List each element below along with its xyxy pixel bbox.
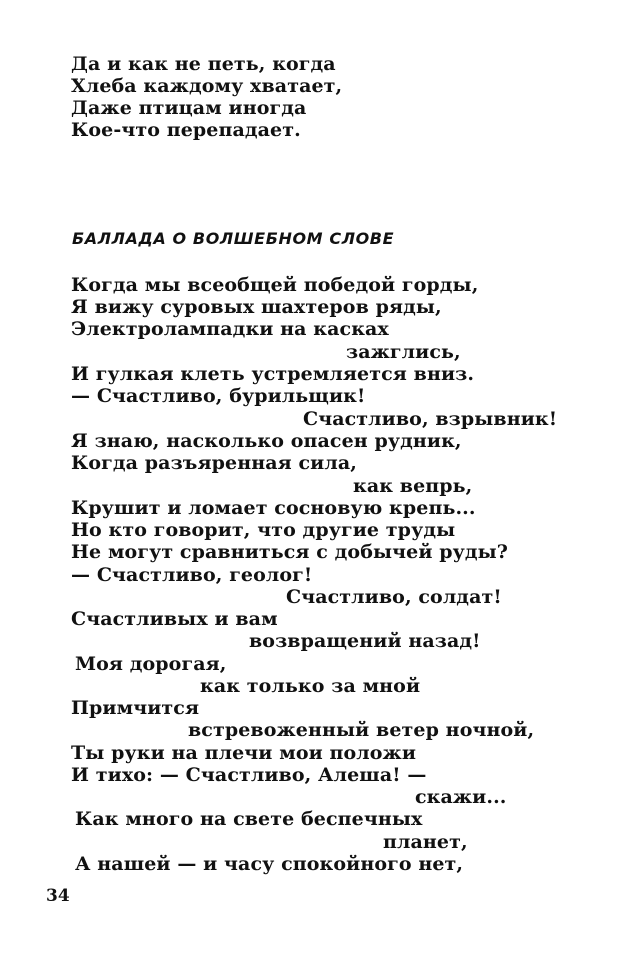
- poem-title: БАЛЛАДА О ВОЛШЕБНОМ СЛОВЕ: [72, 229, 395, 248]
- poem-line: Крушит и ломает сосновую крепь...: [71, 497, 476, 519]
- poem-line: планет,: [383, 831, 468, 853]
- poem-line: Электролампадки на касках: [71, 318, 389, 340]
- poem-line: Я вижу суровых шахтеров ряды,: [71, 296, 442, 318]
- poem-line: Но кто говорит, что другие труды: [71, 519, 456, 541]
- poem-line: — Счастливо, геолог!: [71, 564, 313, 586]
- poem-line: как вепрь,: [353, 475, 473, 497]
- poem-line: Ты руки на плечи мои положи: [71, 742, 417, 764]
- poem-line: Не могут сравниться с добычей руды?: [71, 541, 509, 563]
- page-number: 34: [46, 886, 70, 906]
- stanza-line: Хлеба каждому хватает,: [71, 75, 343, 97]
- poem-line: И гулкая клеть устремляется вниз.: [71, 363, 475, 385]
- poem-line: И тихо: — Счастливо, Алеша! —: [71, 764, 427, 786]
- poem-line: скажи...: [415, 786, 507, 808]
- poem-line: Счастливо, взрывник!: [303, 408, 558, 430]
- poem-line: Моя дорогая,: [75, 653, 227, 675]
- poem-line: Примчится: [71, 697, 200, 719]
- poem-line: А нашей — и часу спокойного нет,: [75, 853, 464, 875]
- poem-line: Как много на свете беспечных: [75, 808, 423, 830]
- poem-line: Когда мы всеобщей победой горды,: [71, 274, 479, 296]
- stanza-line: Даже птицам иногда: [71, 97, 307, 119]
- poem-line: как только за мной: [200, 675, 421, 697]
- poem-line: Счастливых и вам: [71, 608, 278, 630]
- stanza-line: Кое-что перепадает.: [71, 119, 301, 141]
- poem-line: — Счастливо, бурильщик!: [71, 385, 366, 407]
- poem-line: зажглись,: [346, 341, 461, 363]
- poem-line: Я знаю, насколько опасен рудник,: [71, 430, 462, 452]
- poem-line: возвращений назад!: [249, 630, 481, 652]
- stanza-line: Да и как не петь, когда: [71, 53, 336, 75]
- poem-line: Когда разъяренная сила,: [71, 452, 357, 474]
- poem-line: встревоженный ветер ночной,: [188, 719, 535, 741]
- poem-line: Счастливо, солдат!: [286, 586, 502, 608]
